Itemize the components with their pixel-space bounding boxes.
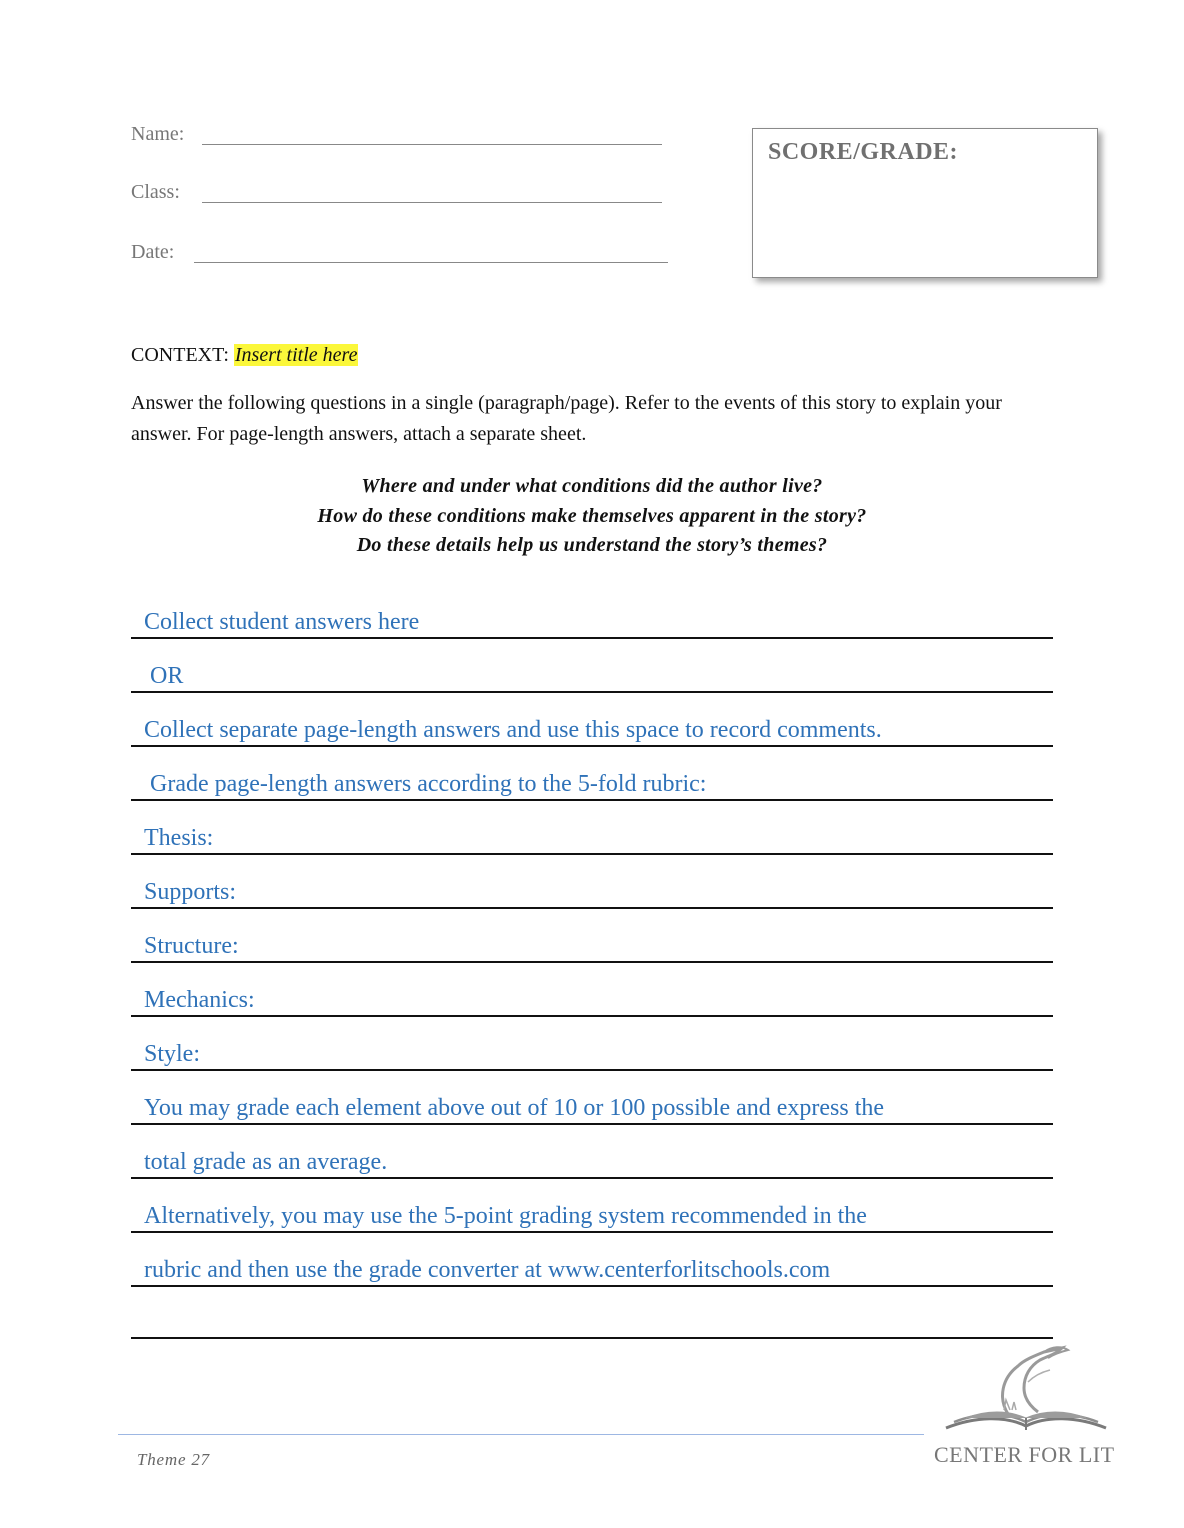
answer-line-text: OR xyxy=(144,663,184,689)
date-label: Date: xyxy=(131,241,175,263)
footer-divider xyxy=(118,1434,924,1435)
instructions-text: Answer the following questions in a single (paragraph/page). Refer to the events of this story to explain your answer. For page-length answers, attach a separate sheet. xyxy=(131,392,1002,445)
class-label: Class: xyxy=(131,181,180,203)
context-line xyxy=(131,344,358,367)
answer-line[interactable] xyxy=(131,853,1053,909)
answer-line[interactable] xyxy=(131,961,1053,1017)
name-field[interactable] xyxy=(131,123,184,146)
center-for-lit-wordmark: CENTER FOR LIT xyxy=(934,1442,1115,1467)
answer-line-text: Style: xyxy=(144,1041,201,1067)
answer-line[interactable] xyxy=(131,907,1053,963)
date-field[interactable] xyxy=(131,241,174,264)
answer-line-text: Collect student answers here xyxy=(144,609,420,635)
answer-line[interactable] xyxy=(131,637,1053,693)
prompt-questions xyxy=(131,472,1053,561)
question-1: Where and under what conditions did the author live? xyxy=(361,475,823,497)
answer-line[interactable] xyxy=(131,1283,1053,1339)
question-3: Do these details help us understand the story’s themes? xyxy=(356,534,828,556)
score-grade-box[interactable] xyxy=(752,128,1098,278)
answer-line[interactable] xyxy=(131,1123,1053,1179)
context-label: CONTEXT: xyxy=(131,344,229,366)
context-title-placeholder[interactable]: Insert title here xyxy=(234,344,358,366)
pelican-book-icon xyxy=(926,1342,1126,1442)
class-field[interactable] xyxy=(131,181,180,204)
date-underline[interactable] xyxy=(194,262,668,263)
answer-line-text: Grade page-length answers according to the 5-fold rubric: xyxy=(144,771,707,797)
answer-line[interactable] xyxy=(131,583,1053,639)
answer-line-text: Alternatively, you may use the 5-point grading system recommended in the xyxy=(144,1203,867,1229)
name-label: Name: xyxy=(131,123,185,145)
answer-line-text: Collect separate page-length answers and use this space to record comments. xyxy=(144,717,882,743)
answer-line-text: Mechanics: xyxy=(144,987,255,1013)
question-2: How do these conditions make themselves apparent in the story? xyxy=(317,504,867,527)
answer-line[interactable] xyxy=(131,1231,1053,1287)
answer-line-text: rubric and then use the grade converter at www.centerforlitschools.com xyxy=(144,1257,831,1283)
answer-line-text: Structure: xyxy=(144,933,239,959)
footer-page-label: Theme 27 xyxy=(137,1450,210,1469)
score-grade-title: SCORE/GRADE: xyxy=(768,139,959,165)
answer-line-text: Thesis: xyxy=(144,825,214,851)
name-underline[interactable] xyxy=(202,144,662,145)
answer-line[interactable] xyxy=(131,1015,1053,1071)
answer-line[interactable] xyxy=(131,745,1053,801)
center-for-lit-logo xyxy=(926,1342,1126,1472)
answer-line[interactable] xyxy=(131,1069,1053,1125)
answer-line-text: total grade as an average. xyxy=(144,1149,388,1175)
answer-line[interactable] xyxy=(131,1177,1053,1233)
answer-line[interactable] xyxy=(131,799,1053,855)
answer-line[interactable] xyxy=(131,691,1053,747)
answer-line-text: You may grade each element above out of 10 or 100 possible and express the xyxy=(144,1095,885,1121)
class-underline[interactable] xyxy=(202,202,662,203)
answer-line-text: Supports: xyxy=(144,879,237,905)
